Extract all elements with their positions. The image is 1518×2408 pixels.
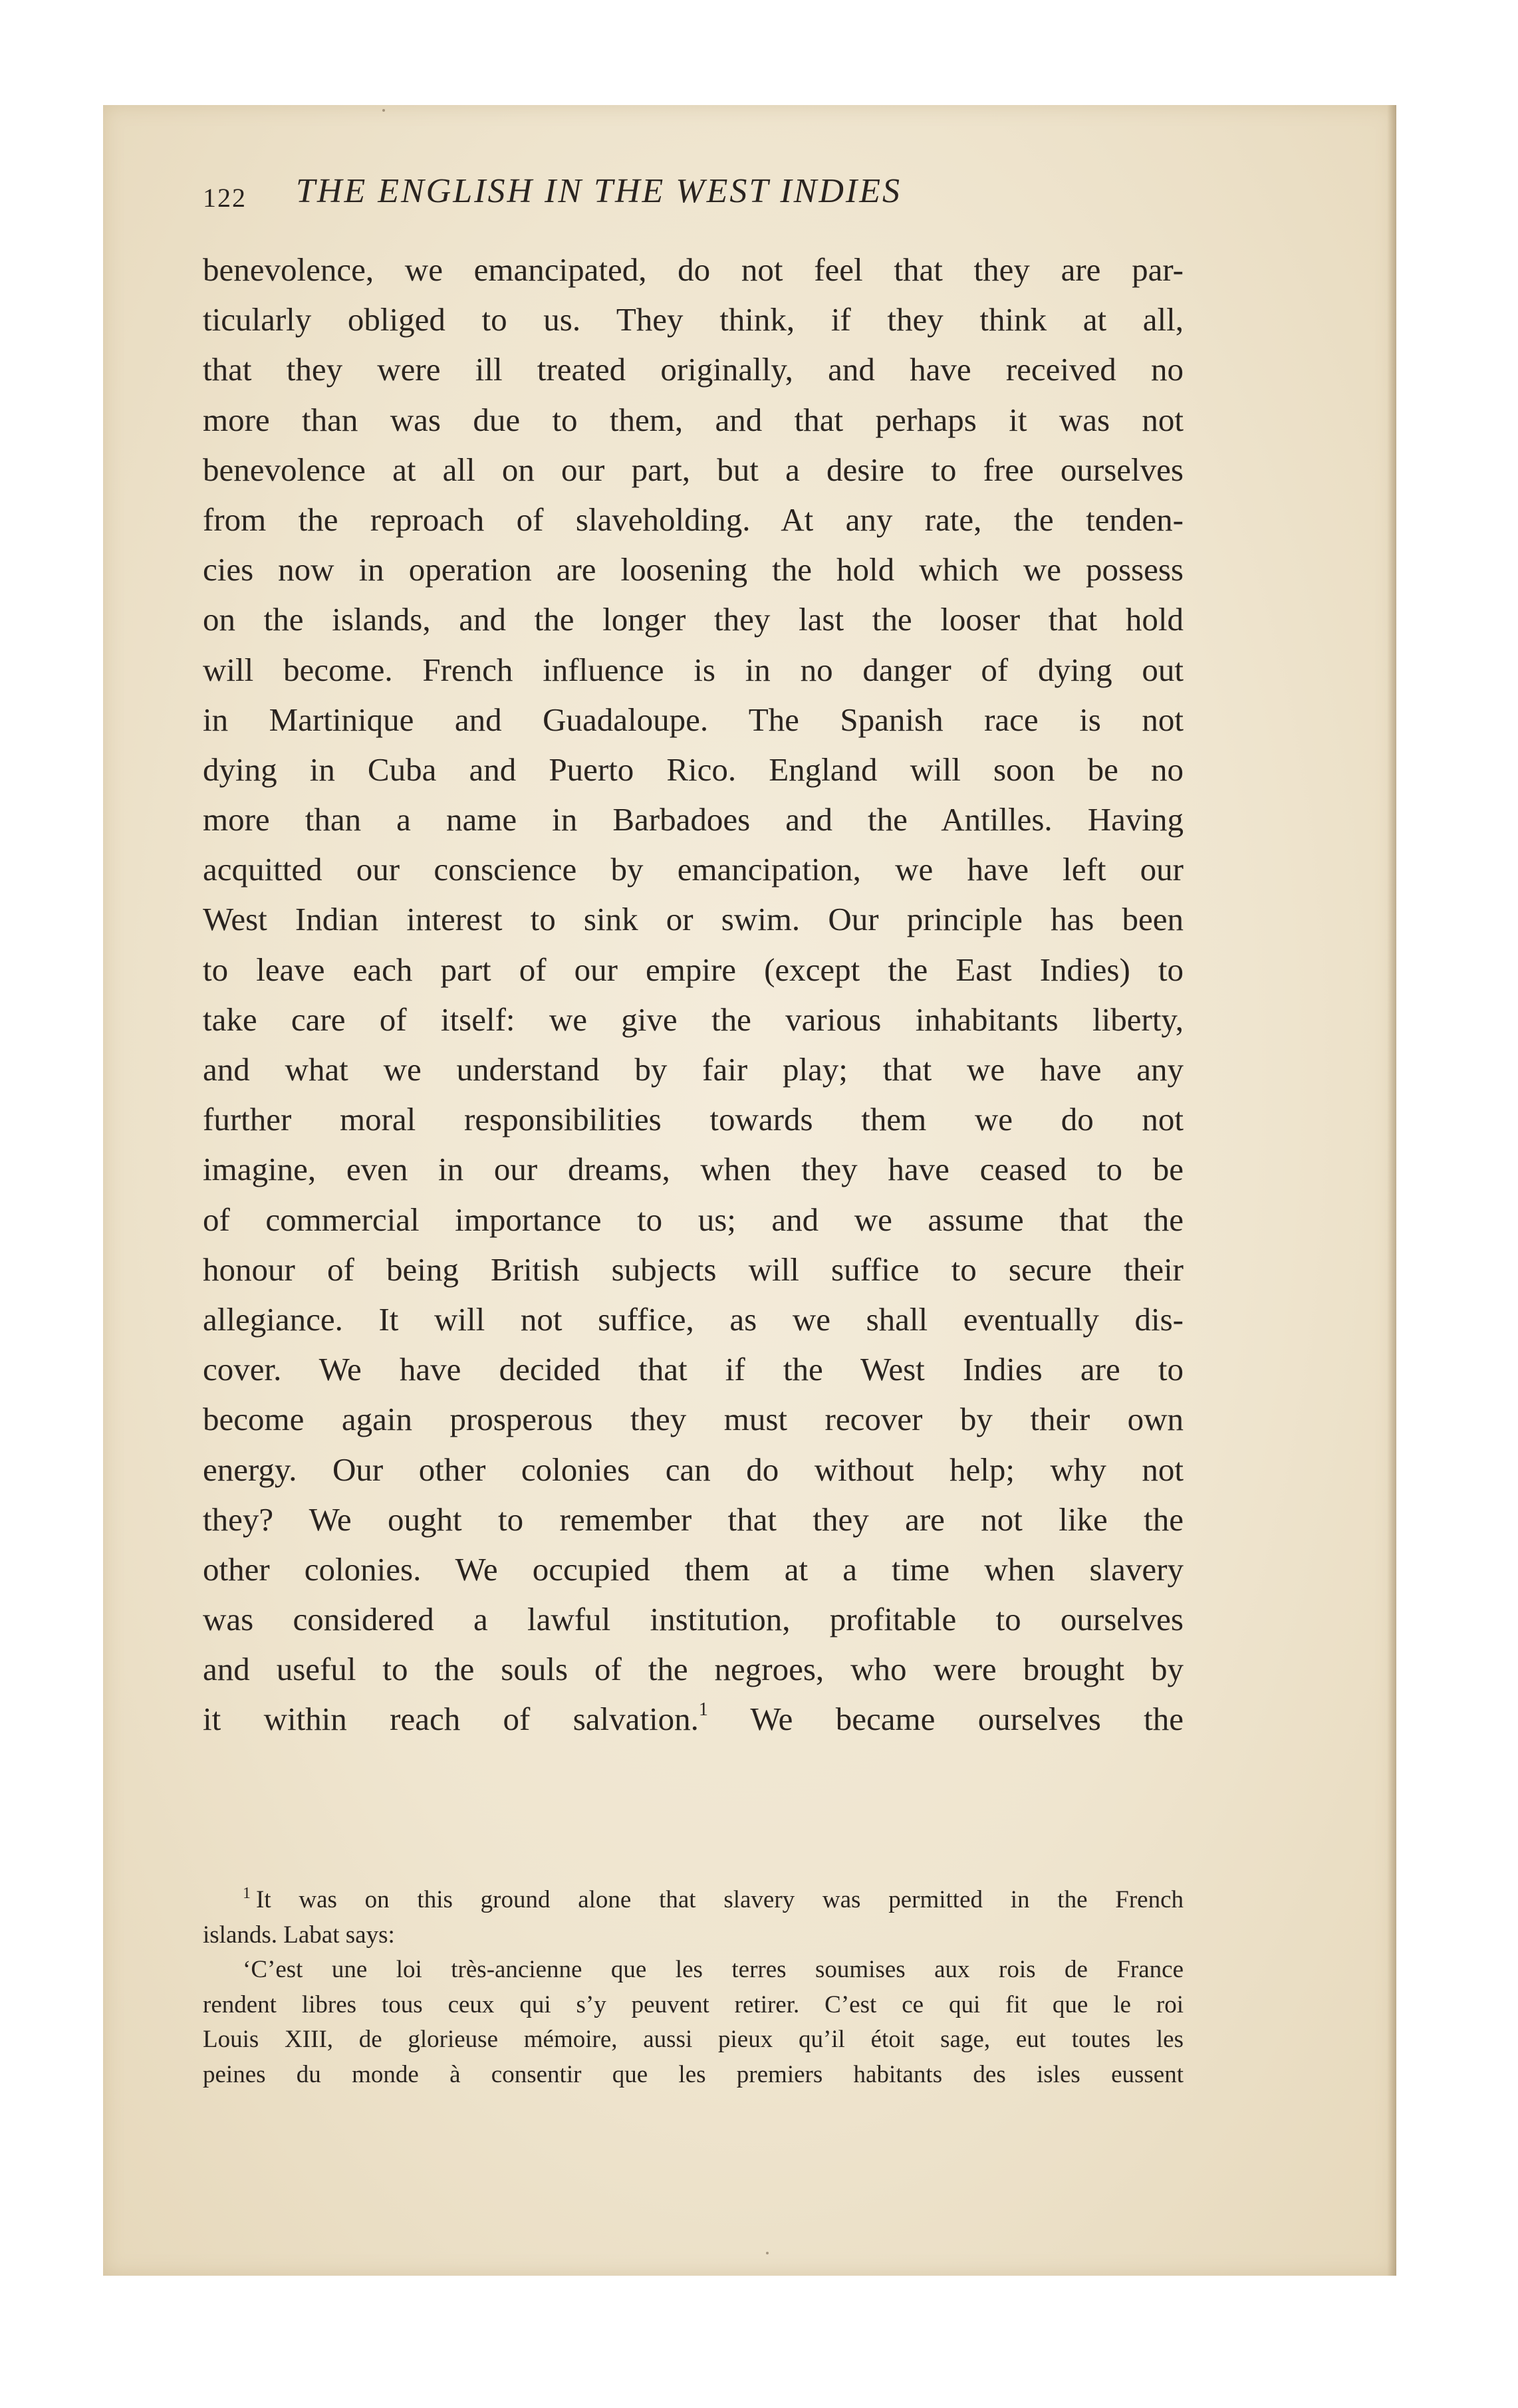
footnote-marker: 1 <box>243 1885 251 1902</box>
text-line: benevolence at all on our part, but a desire to free ourselves <box>203 451 1184 488</box>
text-line: allegiance. It will not suffice, as we shall eventually dis- <box>203 1300 1184 1338</box>
text-line: more than a name in Barbadoes and the Antilles. Having <box>203 801 1184 838</box>
text-line: was considered a lawful institution, profitable to ourselves <box>203 1601 1184 1638</box>
text-line: more than was due to them, and that perhaps it was not <box>203 401 1184 438</box>
text-line: dying in Cuba and Puerto Rico. England will soon be no <box>203 751 1184 788</box>
footnote-line: $^1$ It was on this ground alone that slavery was permitted in the French <box>243 1885 1184 1913</box>
text-line: energy. Our other colonies can do without help; why not <box>203 1451 1184 1488</box>
body-text <box>203 245 1184 1745</box>
text-line: further moral responsibilities towards them we do not <box>203 1101 1184 1138</box>
text-line: imagine, even in our dreams, when they have ceased to be <box>203 1151 1184 1188</box>
text-line: they? We ought to remember that they are not like the <box>203 1501 1184 1538</box>
text-line: become again prosperous they must recover by their own <box>203 1401 1184 1438</box>
text-line: other colonies. We occupied them at a time when slavery <box>203 1550 1184 1588</box>
footnote-line: peines du monde à consentir que les premiers habitants des isles eussent <box>203 2060 1184 2088</box>
paper-speck <box>766 2252 769 2254</box>
paper-speck <box>382 109 385 112</box>
text-line: it within reach of salvation.$^1$ We became ourselves the <box>203 1699 1184 1738</box>
text-line: benevolence, we emancipated, do not feel that they are par- <box>203 251 1184 288</box>
text-line: of commercial importance to us; and we assume that the <box>203 1201 1184 1238</box>
text-line: acquitted our conscience by emancipation, we have left our <box>203 851 1184 888</box>
text-line: ticularly obliged to us. They think, if they think at all, <box>203 301 1184 338</box>
text-line: take care of itself: we give the various inhabitants liberty, <box>203 1001 1184 1038</box>
footnote-line: rendent libres tous ceux qui s’y peuvent retirer. C’est ce qui fit que le roi <box>203 1990 1184 2018</box>
running-title: THE ENGLISH IN THE WEST INDIES <box>296 172 902 210</box>
text-line: honour of being British subjects will suffice to secure their <box>203 1251 1184 1288</box>
footnote-line: Louis XIII, de glorieuse mémoire, aussi pieux qu’il étoit sage, eut toutes les <box>203 2026 1184 2053</box>
text-line: and what we understand by fair play; that we have any <box>203 1051 1184 1088</box>
paper-speck <box>266 418 269 420</box>
text-line: to leave each part of our empire (except the East Indies) to <box>203 951 1184 988</box>
text-line: and useful to the souls of the negroes, who were brought by <box>203 1651 1184 1688</box>
text-line: that they were ill treated originally, and have received no <box>203 351 1184 388</box>
page-number: 122 <box>203 183 247 213</box>
footnote-line: islands. Labat says: <box>203 1921 395 1949</box>
text-line: on the islands, and the longer they last the looser that hold <box>203 601 1184 638</box>
text-line: in Martinique and Guadaloupe. The Spanish race is not <box>203 701 1184 738</box>
text-line: cies now in operation are loosening the hold which we possess <box>203 551 1184 588</box>
text-line: will become. French influence is in no danger of dying out <box>203 651 1184 688</box>
text-line: from the reproach of slaveholding. At any rate, the tenden- <box>203 501 1184 538</box>
footnotes <box>203 1883 1184 2092</box>
footnote-line: ‘C’est une loi très-ancienne que les terres soumises aux rois de France <box>243 1956 1184 1983</box>
page-header <box>203 172 1187 225</box>
text-line: cover. We have decided that if the West Indies are to <box>203 1351 1184 1388</box>
footnote-reference[interactable]: 1 <box>698 1699 708 1721</box>
page-edge-shadow <box>1387 105 1396 2276</box>
text-line: West Indian interest to sink or swim. Our principle has been <box>203 901 1184 938</box>
